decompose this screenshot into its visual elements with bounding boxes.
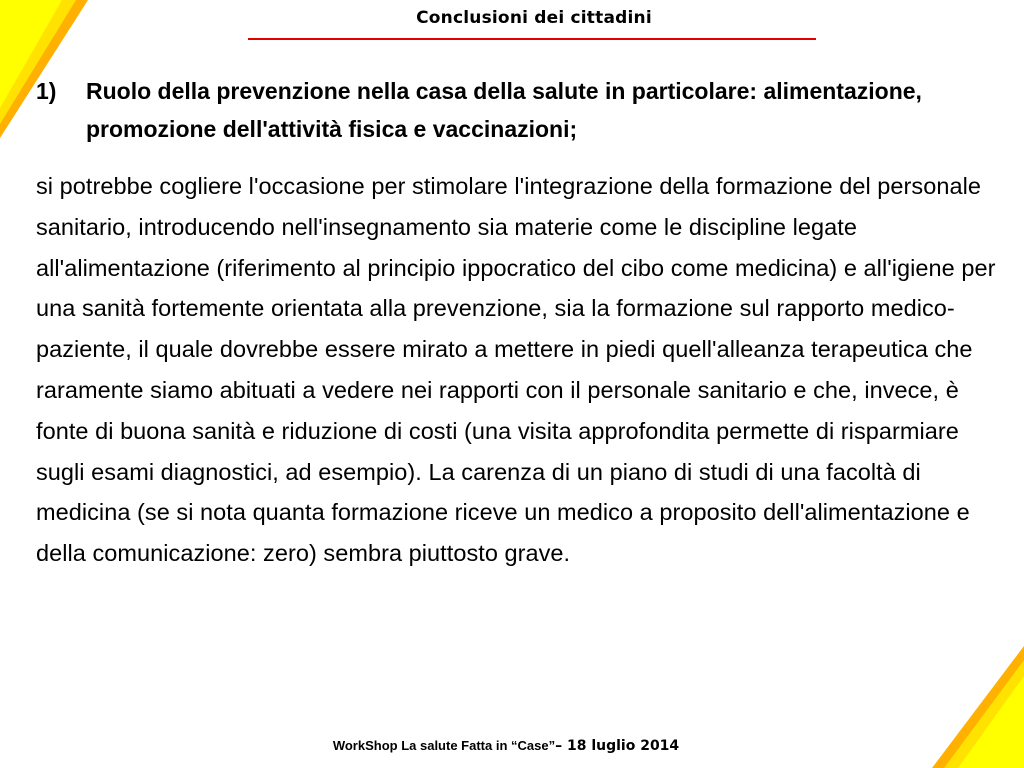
point-heading: Ruolo della prevenzione nella casa della salute in particolare: alimentazione, promozione dell'attività fisica e vaccinazioni; [86, 78, 922, 142]
footer-date: – 18 luglio 2014 [555, 738, 680, 754]
header-divider [248, 38, 816, 40]
body-paragraph: si potrebbe cogliere l'occasione per stimolare l'integrazione della formazione del personale sanitario, introducendo nell'insegnamento sia materie come le discipline legate all'alimentazione (riferimento al principio ippocratico del cibo come medicina) e all'igiene per una sanità fortemente orientata alla prevenzione, sia la formazione sul rapporto medico-paziente, il quale dovrebbe essere mirato a mettere in piedi quell'alleanza terapeutica che raramente siamo abituati a vedere nei rapporti con il personale sanitario e che, invece, è fonte di buona sanità e riduzione di costi (una visita approfondita permette di risparmiare sugli esami diagnostici, ad esempio). La carenza di un piano di studi di una facoltà di medicina (se si nota quanta formazione riceve un medico a proposito dell'alimentazione e della comunicazione: zero) sembra piuttosto grave. [36, 173, 996, 567]
slide-footer [250, 737, 762, 755]
point-number: 1) [36, 78, 57, 104]
footer-event: WorkShop La salute Fatta in “Case” [332, 738, 556, 753]
corner-decoration-bottom-right [932, 646, 1024, 768]
slide-header-title: Conclusioni dei cittadini [416, 8, 652, 28]
numbered-point [36, 72, 996, 148]
